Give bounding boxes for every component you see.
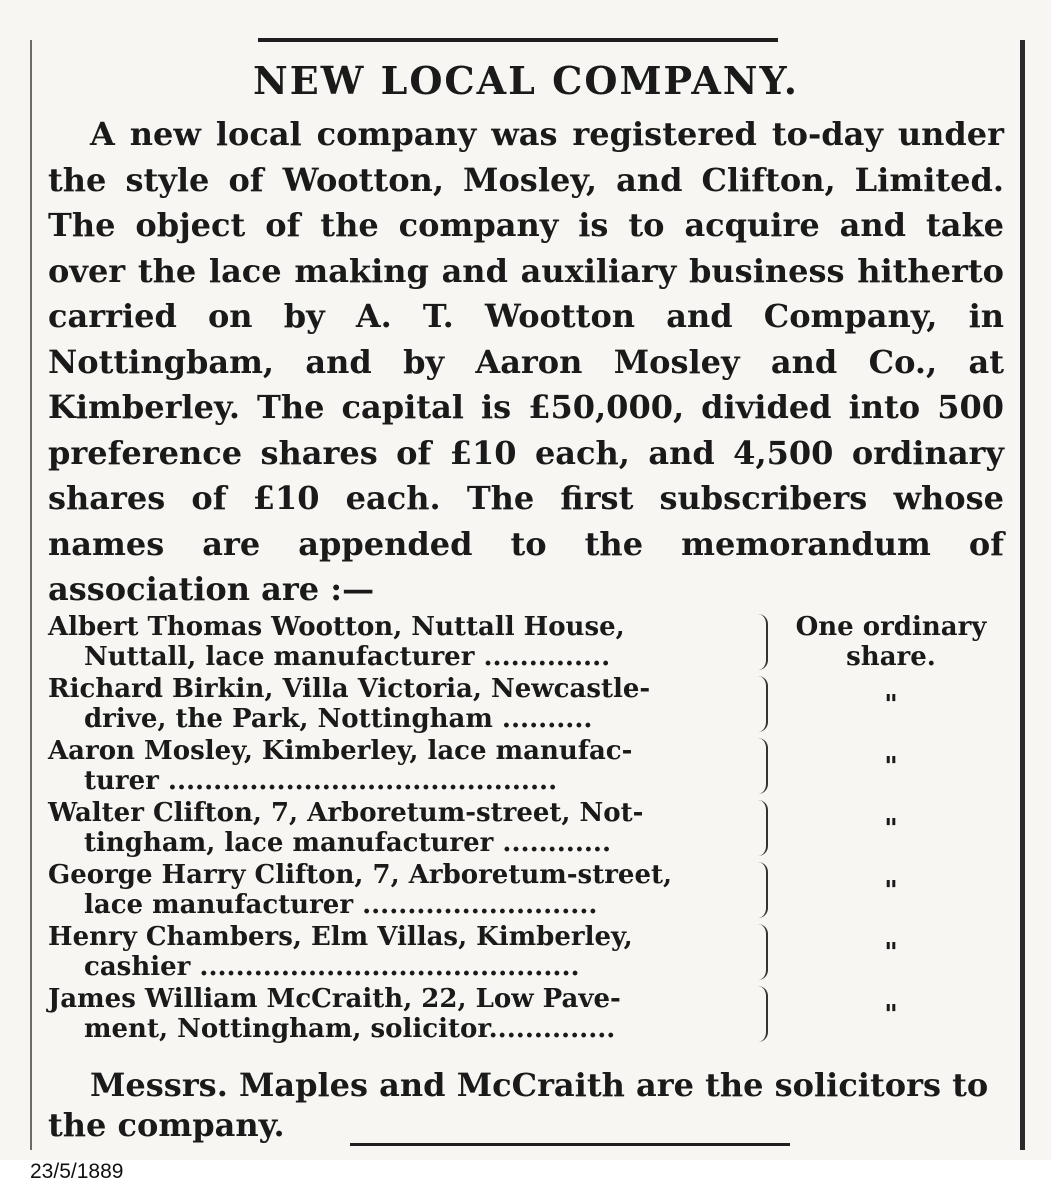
date-caption: 23/5/1889 xyxy=(30,1160,124,1183)
subscriber-entry xyxy=(48,922,748,982)
subscriber-line1: George Harry Clifton, 7, Arboretum-street, xyxy=(48,860,673,890)
subscriber-line1: Aaron Mosley, Kimberley, lace manufac- xyxy=(48,736,633,766)
subscriber-line1: Albert Thomas Wootton, Nuttall House, xyxy=(48,612,625,642)
share-ditto: " xyxy=(884,876,898,906)
column-right-rule xyxy=(1020,40,1025,1150)
column-left-rule xyxy=(30,40,32,1150)
subscriber-line2: tingham, lace manufacturer ............ xyxy=(84,828,612,858)
brace xyxy=(758,800,768,856)
subscriber-line1: James William McCraith, 22, Low Pave- xyxy=(48,984,621,1014)
share-ditto: " xyxy=(884,814,898,844)
brace xyxy=(758,924,768,980)
subscriber-row xyxy=(48,922,1008,984)
subscriber-line2: Nuttall, lace manufacturer .............. xyxy=(84,642,611,672)
subscriber-entry xyxy=(48,860,748,920)
subscriber-line1: Walter Clifton, 7, Arboretum-street, Not- xyxy=(48,798,644,828)
subscriber-row xyxy=(48,798,1008,860)
bottom-rule xyxy=(350,1143,790,1146)
brace xyxy=(758,986,768,1042)
subscriber-line1: Henry Chambers, Elm Villas, Kimberley, xyxy=(48,922,633,952)
subscriber-entry xyxy=(48,798,748,858)
subscriber-line1: Richard Birkin, Villa Victoria, Newcastle- xyxy=(48,674,651,704)
subscriber-entry xyxy=(48,736,748,796)
closing-paragraph: Messrs. Maples and McCraith are the solicitors to the company. xyxy=(48,1066,989,1144)
subscriber-row xyxy=(48,860,1008,922)
share-ditto: " xyxy=(884,690,898,720)
subscriber-row xyxy=(48,674,1008,736)
brace xyxy=(758,862,768,918)
subscriber-list xyxy=(48,612,1008,1046)
article-body: A new local company was registered to-day under the style of Wootton, Mosley, and Clifton, Limited. The object of the company is to acquire and take over the lace making and auxiliary business hitherto carried on by A. T. Wootton and Company, in Nottingbam, and by Aaron Mosley and Co., at Kimberley. The capital is £50,000, divided into 500 preference shares of £10 each, and 4,500 ordinary shares of £10 each. The first subscribers whose names are appended to the memorandum of association are :— xyxy=(48,115,1004,608)
brace xyxy=(758,614,768,670)
subscriber-entry xyxy=(48,984,748,1044)
subscriber-entry xyxy=(48,674,748,734)
share-ditto: " xyxy=(884,938,898,968)
subscriber-row xyxy=(48,612,1008,674)
subscriber-line2: ment, Nottingham, solicitor.............. xyxy=(84,1014,616,1044)
headline: NEW LOCAL COMPANY. xyxy=(253,58,799,103)
subscriber-line2: drive, the Park, Nottingham .......... xyxy=(84,704,593,734)
subscriber-line2: cashier .......................................... xyxy=(84,952,580,982)
share-ditto: " xyxy=(884,1000,898,1030)
subscriber-row xyxy=(48,984,1008,1046)
brace xyxy=(758,738,768,794)
brace xyxy=(758,676,768,732)
subscriber-line2: lace manufacturer .......................... xyxy=(84,890,598,920)
share-ditto: " xyxy=(884,752,898,782)
share-count: One ordinary share. xyxy=(795,612,987,672)
subscriber-line2: turer ........................................... xyxy=(84,766,558,796)
subscriber-row xyxy=(48,736,1008,798)
top-rule xyxy=(258,38,778,42)
subscriber-entry xyxy=(48,612,748,672)
